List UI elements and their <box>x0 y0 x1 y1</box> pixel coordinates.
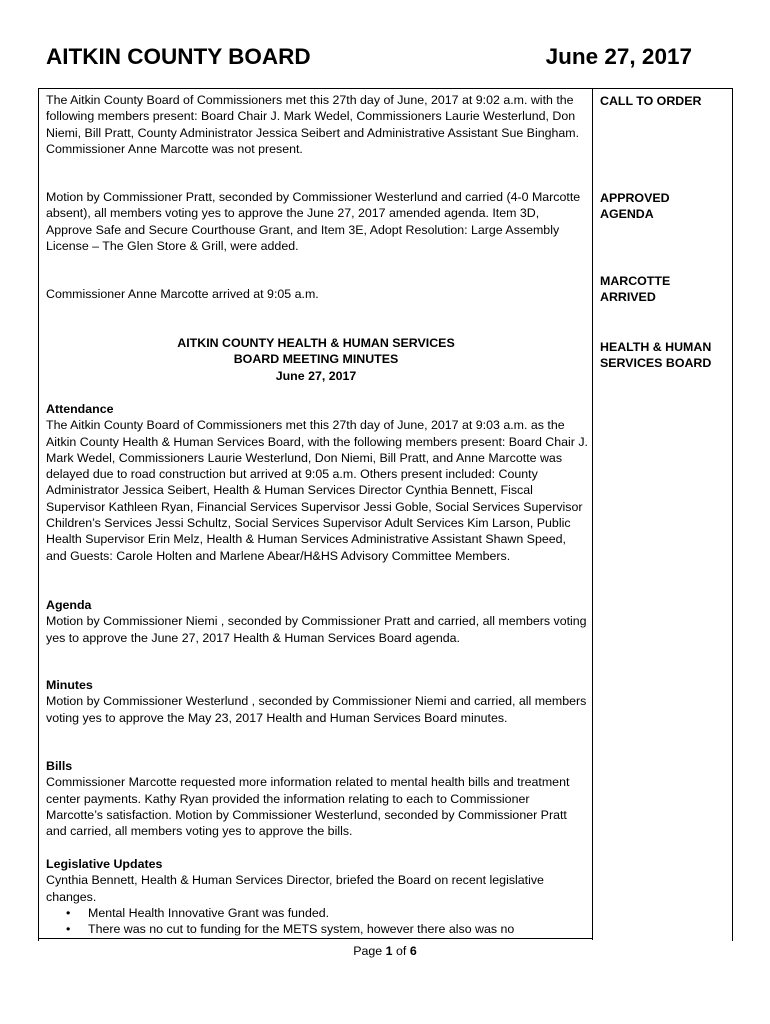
side-label-marcotte-arrived: MARCOTTE ARRIVED <box>600 274 671 305</box>
side-label-call-to-order: CALL TO ORDER <box>600 94 702 108</box>
page-footer <box>0 943 770 959</box>
minutes-text: Motion by Commissioner Westerlund , seconded by Commissioner Niemi and carried, all members voting yes to approve the May 23, 2017 Health and Human Services Board minutes. <box>46 694 587 725</box>
hhs-heading-line-2: BOARD MEETING MINUTES <box>233 352 399 367</box>
meeting-date: June 27, 2017 <box>545 44 692 69</box>
page-word: Page <box>353 944 383 958</box>
bills-heading: Bills <box>46 759 73 773</box>
legislative-updates-list <box>46 905 588 938</box>
attendance-text: The Aitkin County Board of Commissioners met this 27th day of June, 2017 at 9:03 a.m. as the Aitkin County Health & Human Services Board, with the following members present: Board Chair J. Mark Wedel, Commissioners Laurie Westerlund, Don Niemi, Bill Pratt, and Anne Marcotte was delayed due to road construction but arrived at 9:05 a.m. Others present included: County Administrator Jessica Seibert, Health & Human Services Director Cynthia Bennett, Fiscal Supervisor Kathleen Ryan, Financial Services Supervisor Jessi Goble, Social Services Supervisor Children’s Services Jessi Schultz, Social Services Supervisor Adult Services Kim Larson, Public Health Supervisor Erin Melz, Health & Human Services Administrative Assistant Shawn Speed, and Guests: Carole Holten and Marlene Abear/H&HS Advisory Committee Members. <box>46 418 588 563</box>
legislative-updates-heading: Legislative Updates <box>46 857 163 871</box>
board-title: AITKIN COUNTY BOARD <box>46 44 311 69</box>
hhs-minutes-heading <box>46 335 586 384</box>
hhs-heading-line-1: AITKIN COUNTY HEALTH & HUMAN SERVICES <box>177 336 455 350</box>
table-bottom-border <box>38 938 592 939</box>
page-number: 1 <box>385 944 393 958</box>
agenda-section <box>46 597 588 646</box>
bills-text: Commissioner Marcotte requested more information related to mental health bills and treatment center payments. Kathy Ryan provided the information relating to each to Commissioner Marcotte’s satisfaction. Motion by Commissioner Westerlund, seconded by Commissioner Pratt and carried, all members voting yes to approve the bills. <box>46 775 570 839</box>
list-item: • There was no cut to funding for the METS system, however there also was no <box>88 921 588 937</box>
minutes-heading: Minutes <box>46 678 93 692</box>
side-label-approved-agenda: APPROVED AGENDA <box>600 191 670 222</box>
marcotte-arrived-text: Commissioner Anne Marcotte arrived at 9:05 a.m. <box>46 287 319 301</box>
minutes-section <box>46 677 588 726</box>
approved-agenda-text: Motion by Commissioner Pratt, seconded by Commissioner Westerlund and carried (4-0 Marcotte absent), all members voting yes to approve the June 27, 2017 amended agenda. Item 3D, Approve Safe and Secure Courthouse Grant, and Item 3E, Adopt Resolution: Large Assembly License – The Glen Store & Grill, were added. <box>46 190 581 253</box>
bills-section <box>46 758 588 839</box>
page-header <box>46 44 692 78</box>
attendance-heading: Attendance <box>46 402 114 416</box>
page-total: 6 <box>409 944 417 958</box>
list-item: • Mental Health Innovative Grant was funded. <box>88 905 588 921</box>
call-to-order-text: The Aitkin County Board of Commissioners met this 27th day of June, 2017 at 9:02 a.m. with the following members present: Board Chair J. Mark Wedel, Commissioners Laurie Westerlund, Don Niemi, Bill Pratt, County Administrator Jessica Seibert and Administrative Assistant Sue Bingham. Commissioner Anne Marcotte was not present. <box>46 93 580 156</box>
of-word: of <box>396 944 407 958</box>
agenda-text: Motion by Commissioner Niemi , seconded by Commissioner Pratt and carried, all members voting yes to approve the June 27, 2017 Health & Human Services Board agenda. <box>46 614 587 645</box>
legislative-updates-section <box>46 856 588 937</box>
agenda-heading: Agenda <box>46 598 92 612</box>
hhs-heading-line-3: June 27, 2017 <box>275 368 357 383</box>
side-label-hhs-board: HEALTH & HUMAN SERVICES BOARD <box>600 340 712 371</box>
attendance-section <box>46 401 588 564</box>
column-divider <box>592 88 593 940</box>
legislative-updates-text: Cynthia Bennett, Health & Human Services Director, briefed the Board on recent legislative changes. <box>46 873 544 904</box>
